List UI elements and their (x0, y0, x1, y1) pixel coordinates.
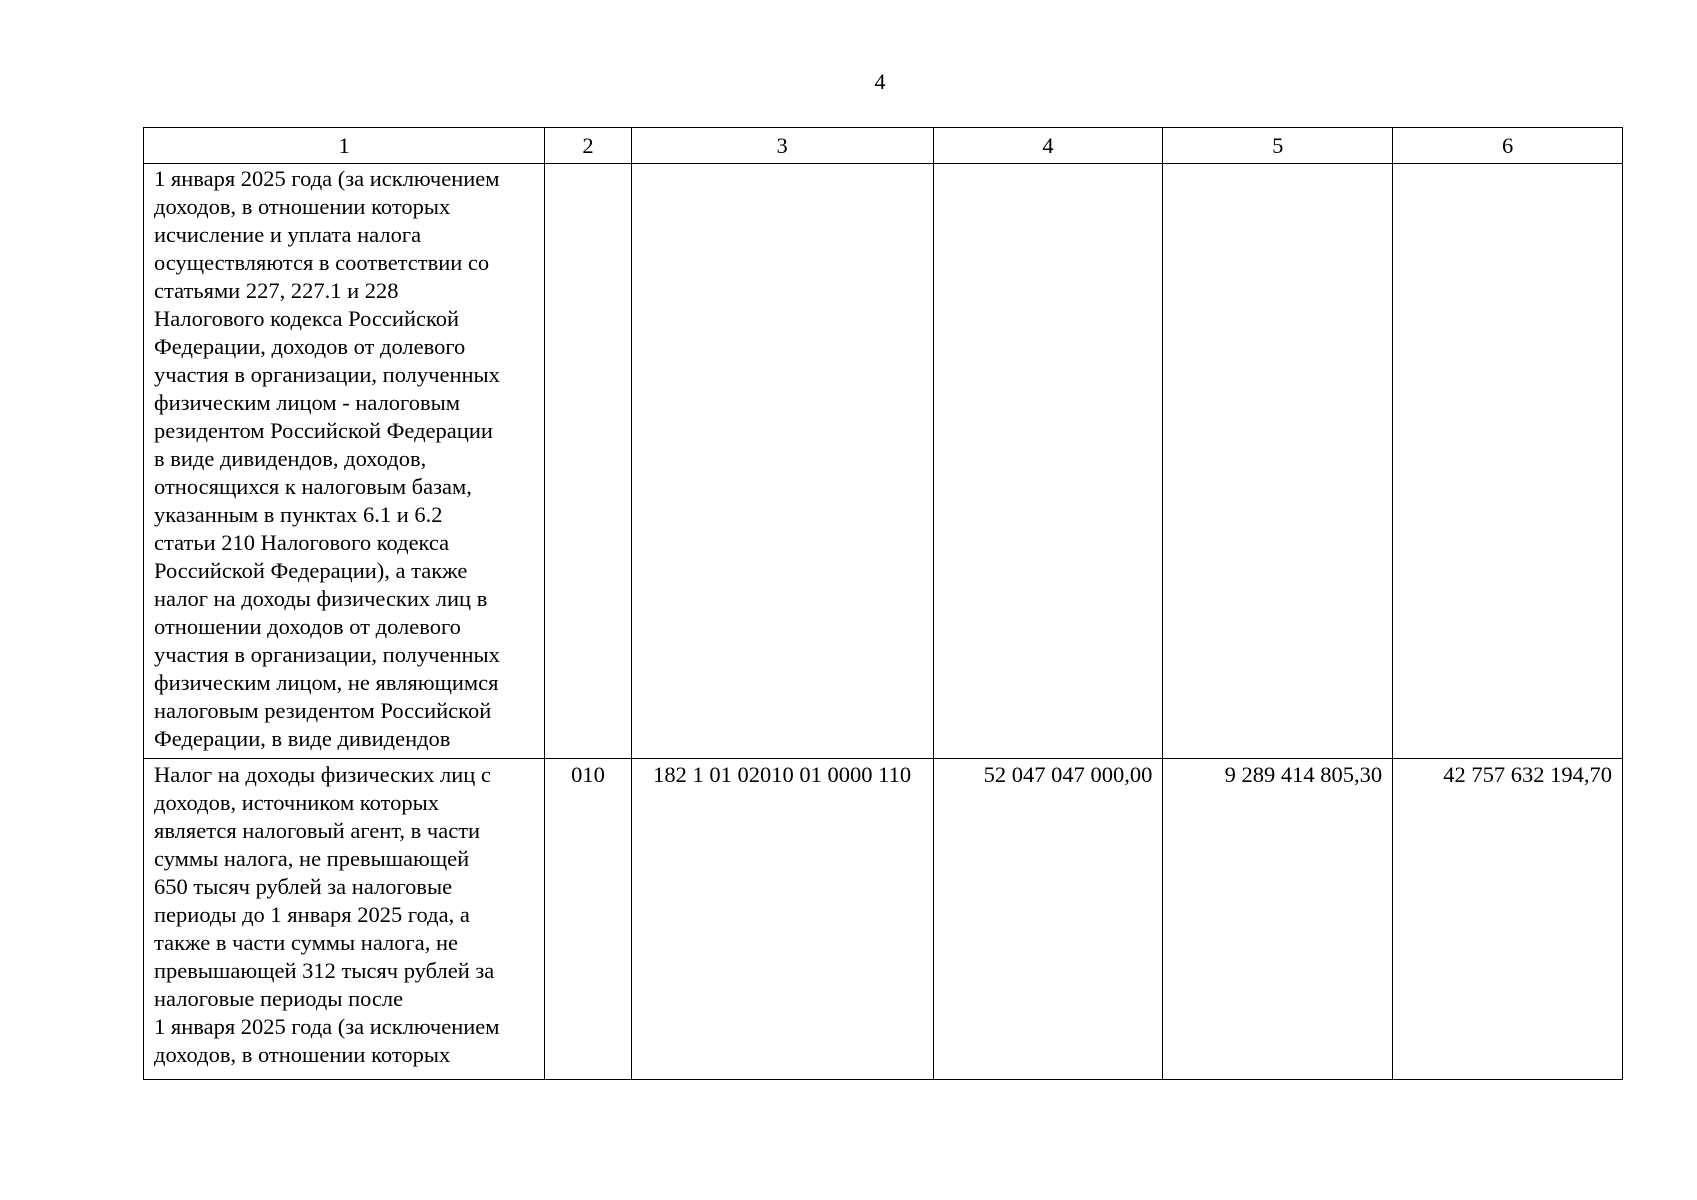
table-row (144, 164, 1623, 759)
description-line: участия в организации, полученных (154, 362, 500, 387)
description-line: налог на доходы физических лиц в (154, 586, 488, 611)
description-line: относящихся к налоговым базам, (154, 474, 472, 499)
description-line: участия в организации, полученных (154, 642, 500, 667)
kbk-cell: 182 1 01 02010 01 0000 110 (631, 759, 933, 1080)
description-line: суммы налога, не превышающей (154, 846, 470, 871)
column-number-header-row (144, 128, 1623, 164)
column-header-6: 6 (1393, 128, 1623, 164)
description-line: 650 тысяч рублей за налоговые (154, 874, 453, 899)
description-line: Российской Федерации), а также (154, 558, 468, 583)
description-line: указанным в пунктах 6.1 и 6.2 (154, 502, 443, 527)
description-line: налоговые периоды после (154, 986, 404, 1011)
description-line: налоговым резидентом Российской (154, 698, 492, 723)
description-line: Налог на доходы физических лиц с (154, 762, 491, 787)
description-line: доходов, источником которых (154, 790, 439, 815)
table-row (144, 759, 1623, 1080)
column-header-2: 2 (545, 128, 631, 164)
description-cell (144, 164, 545, 759)
description-line: физическим лицом, не являющимся (154, 670, 499, 695)
amount-col6-cell: 42 757 632 194,70 (1393, 759, 1623, 1080)
description-line: также в части суммы налога, не (154, 930, 458, 955)
description-line: в виде дивидендов, доходов, (154, 446, 427, 471)
description-line: Федерации, доходов от долевого (154, 334, 466, 359)
amount-col5-cell: 9 289 414 805,30 (1163, 759, 1393, 1080)
description-line: является налоговый агент, в части (154, 818, 481, 843)
page-number: 4 (874, 69, 886, 94)
report-table (143, 127, 1623, 1080)
description-line: Налогового кодекса Российской (154, 306, 460, 331)
description-line: доходов, в отношении которых (154, 194, 451, 219)
column-header-3: 3 (631, 128, 933, 164)
description-line: превышающей 312 тысяч рублей за (154, 958, 495, 983)
amount-col6-cell (1393, 164, 1623, 759)
column-header-1: 1 (144, 128, 545, 164)
kbk-cell (631, 164, 933, 759)
description-line: статьями 227, 227.1 и 228 (154, 278, 399, 303)
column-header-5: 5 (1163, 128, 1393, 164)
description-line: осуществляются в соответствии со (154, 250, 490, 275)
description-line: резидентом Российской Федерации (154, 418, 493, 443)
description-line: исчисление и уплата налога (154, 222, 422, 247)
description-line: статьи 210 Налогового кодекса (154, 530, 450, 555)
amount-col5-cell (1163, 164, 1393, 759)
description-line: отношении доходов от долевого (154, 614, 461, 639)
description-line: доходов, в отношении которых (154, 1042, 451, 1067)
line-code-cell: 010 (545, 759, 631, 1080)
line-code-cell (545, 164, 631, 759)
amount-col4-cell (933, 164, 1163, 759)
column-header-4: 4 (933, 128, 1163, 164)
description-cell (144, 759, 545, 1080)
description-line: 1 января 2025 года (за исключением (154, 1014, 500, 1039)
description-line: 1 января 2025 года (за исключением (154, 166, 500, 191)
description-line: периоды до 1 января 2025 года, а (154, 902, 470, 927)
description-line: Федерации, в виде дивидендов (154, 726, 451, 751)
amount-col4-cell: 52 047 047 000,00 (933, 759, 1163, 1080)
description-line: физическим лицом - налоговым (154, 390, 460, 415)
